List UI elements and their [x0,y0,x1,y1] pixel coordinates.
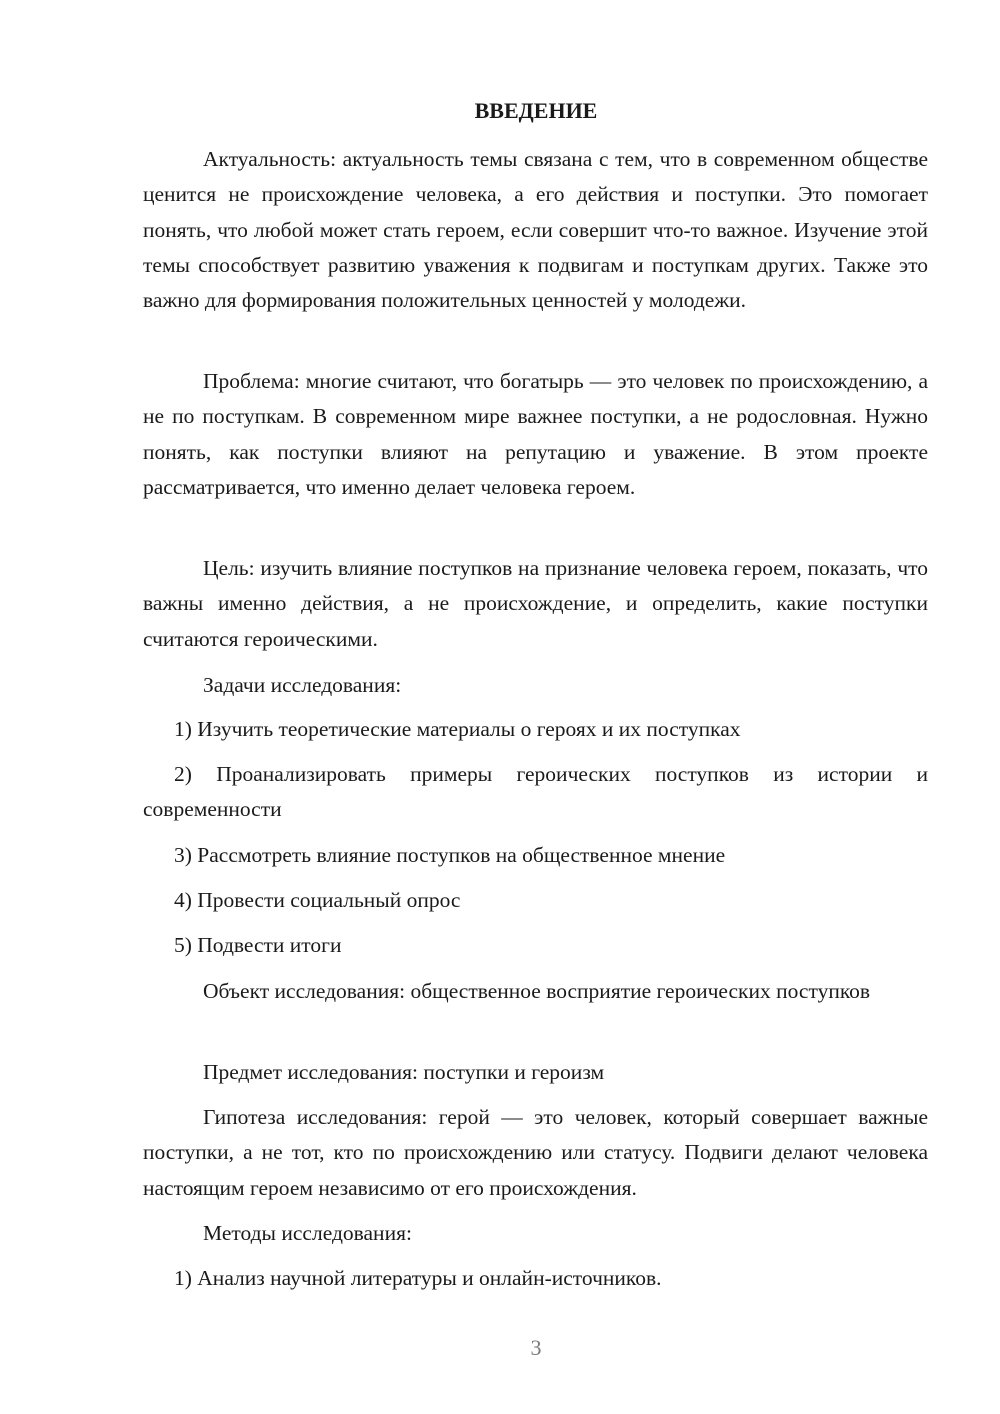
goal-paragraph: Цель: изучить влияние поступков на признание человека героем, показать, что важны именно действия, а не происхождение, и определить, какие поступки считаются героическими. [143,556,928,651]
task-item-3: 3) Рассмотреть влияние поступков на общественное мнение [174,843,726,867]
subject-paragraph: Предмет исследования: поступки и героизм [203,1060,605,1084]
task-item-5: 5) Подвести итоги [174,933,342,957]
problem-paragraph: Проблема: многие считают, что богатырь — это человек по происхождению, а не по поступкам. В современном мире важнее поступки, а не родословная. Нужно понять, как поступки влияют на репутацию и уважение. В этом проекте рассматривается, что именно делает человека героем. [143,369,928,499]
hypothesis-paragraph: Гипотеза исследования: герой — это человек, который совершает важные поступки, а не тот, кто по происхождению или статусу. Подвиги делают человека настоящим героем независимо от его происхождения. [143,1105,928,1200]
relevance-paragraph: Актуальность: актуальность темы связана с тем, что в современном обществе ценится не происхождение человека, а его действия и поступки. Это помогает понять, что любой может стать героем, если совершит что-то важное. Изучение этой темы способствует развитию уважения к подвигам и поступкам других. Также это важно для формирования положительных ценностей у молодежи. [143,147,928,313]
task-item-2: 2) Проанализировать примеры героических поступков из истории и современности [143,762,928,822]
methods-heading: Методы исследования: [203,1221,412,1245]
page-title: ВВЕДЕНИЕ [474,98,598,123]
tasks-heading: Задачи исследования: [203,673,402,697]
page-number: 3 [530,1335,542,1360]
task-item-4: 4) Провести социальный опрос [174,888,461,912]
task-item-1: 1) Изучить теоретические материалы о героях и их поступках [174,717,741,741]
method-item-1: 1) Анализ научной литературы и онлайн-источников. [174,1266,662,1290]
object-paragraph: Объект исследования: общественное восприятие героических поступков [203,979,871,1003]
